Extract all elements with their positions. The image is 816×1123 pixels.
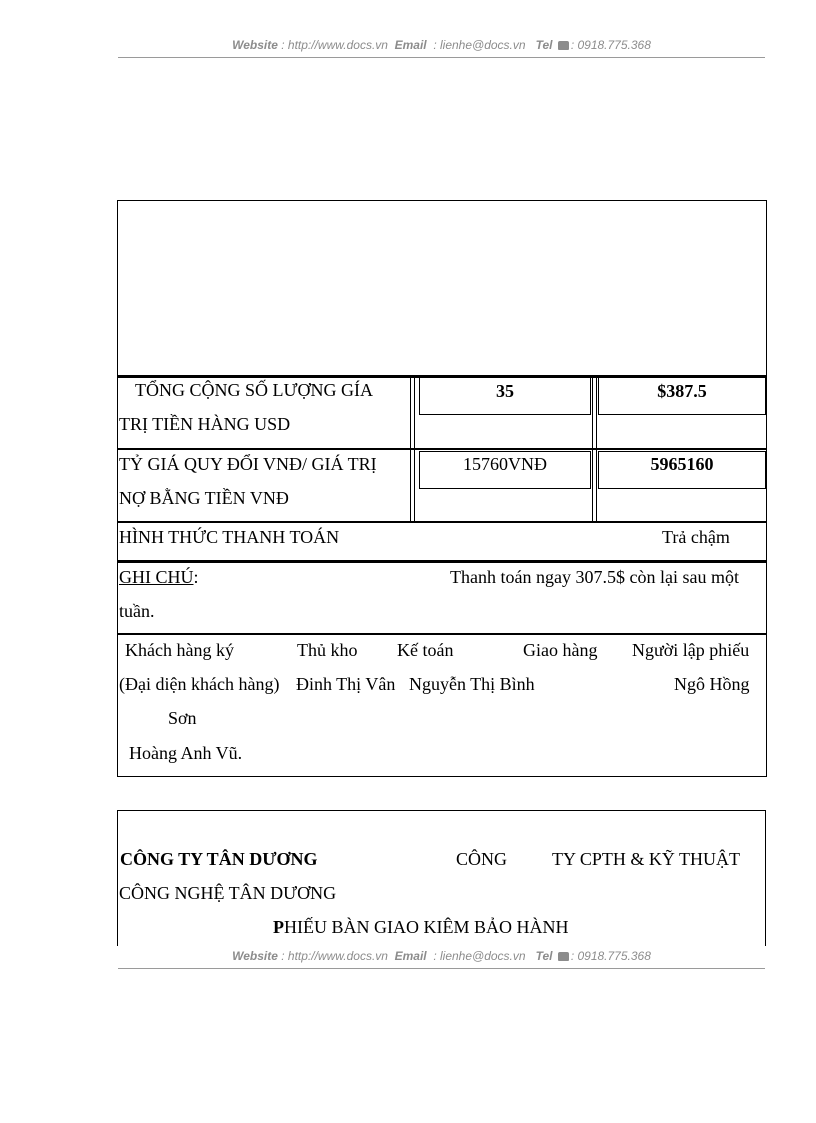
form2-border-top [117, 810, 766, 811]
table-divider [117, 521, 767, 523]
footer-website-value: : http://www.docs.vn [281, 949, 388, 963]
footer-email-label: Email [394, 949, 427, 963]
tel-label: Tel [535, 38, 553, 52]
phone-icon [558, 952, 569, 961]
note-colon: : [193, 567, 199, 587]
name-creator-first: Ngô Hồng [674, 674, 750, 694]
note-label: GHI CHÚ [119, 567, 194, 587]
name-accountant: Nguyễn Thị Bình [409, 674, 535, 694]
company-left: CÔNG TY TÂN DƯƠNG [120, 849, 318, 869]
form2-border-right [765, 810, 766, 946]
website-value: : http://www.docs.vn [281, 38, 388, 52]
total-qty: 35 [496, 381, 514, 401]
debt-vnd: 5965160 [650, 454, 714, 474]
total-label-line2: TRỊ TIỀN HÀNG USD [119, 414, 291, 434]
sign-delivery: Giao hàng [523, 640, 598, 660]
total-value: $387.5 [657, 381, 707, 401]
table-divider [117, 448, 767, 450]
footer-website-label: Website [232, 949, 278, 963]
note-text-line1: Thanh toán ngay 307.5$ còn lại sau một [450, 567, 739, 587]
email-label: Email [394, 38, 427, 52]
header-rule [118, 57, 765, 58]
footer-tel-label: Tel [535, 949, 553, 963]
note-heading [119, 566, 199, 588]
column-divider [596, 377, 597, 522]
form2-border-left [117, 810, 118, 946]
sign-customer: Khách hàng ký [125, 640, 234, 660]
footer-tel-value: : 0918.775.368 [570, 949, 651, 963]
sign-creator: Người lập phiếu [632, 640, 750, 660]
column-divider [410, 377, 411, 522]
company-right-1: CÔNG [456, 849, 508, 869]
company-right-3: CÔNG NGHỆ TÂN DƯƠNG [119, 883, 337, 903]
sign-customer-rep: (Đại diện khách hàng) [119, 674, 280, 694]
phone-icon [558, 41, 569, 50]
email-value: : lienhe@docs.vn [433, 38, 526, 52]
company-right-2: TY CPTH & KỸ THUẬT [552, 849, 740, 869]
rate-value: 15760VNĐ [463, 454, 547, 474]
sign-accountant: Kế toán [397, 640, 454, 660]
table-divider [117, 560, 767, 563]
name-creator-second: Sơn [168, 708, 197, 728]
footer-email-value: : lienhe@docs.vn [433, 949, 526, 963]
payment-label: HÌNH THỨC THANH TOÁN [119, 527, 340, 547]
tel-value: : 0918.775.368 [570, 38, 651, 52]
rate-label-line2: NỢ BẰNG TIỀN VNĐ [119, 488, 289, 508]
footer-rule [118, 968, 765, 969]
form2-title: PHIẾU BÀN GIAO KIÊM BẢO HÀNH [273, 917, 569, 937]
website-label: Website [232, 38, 278, 52]
note-text-line2: tuần. [119, 601, 155, 621]
payment-value: Trả chậm [662, 527, 730, 547]
page-header [118, 38, 765, 52]
name-storekeeper: Đinh Thị Vân [296, 674, 396, 694]
sign-storekeeper: Thủ kho [297, 640, 358, 660]
total-label-line1: TỔNG CỘNG SỐ LƯỢNG GÍA [135, 380, 373, 400]
page-footer [118, 949, 765, 963]
column-divider [592, 377, 593, 522]
column-divider [414, 377, 415, 522]
table-divider [117, 633, 767, 635]
name-customer: Hoàng Anh Vũ. [129, 743, 243, 763]
rate-label-line1: TỶ GIÁ QUY ĐỔI VNĐ/ GIÁ TRỊ [119, 454, 377, 474]
